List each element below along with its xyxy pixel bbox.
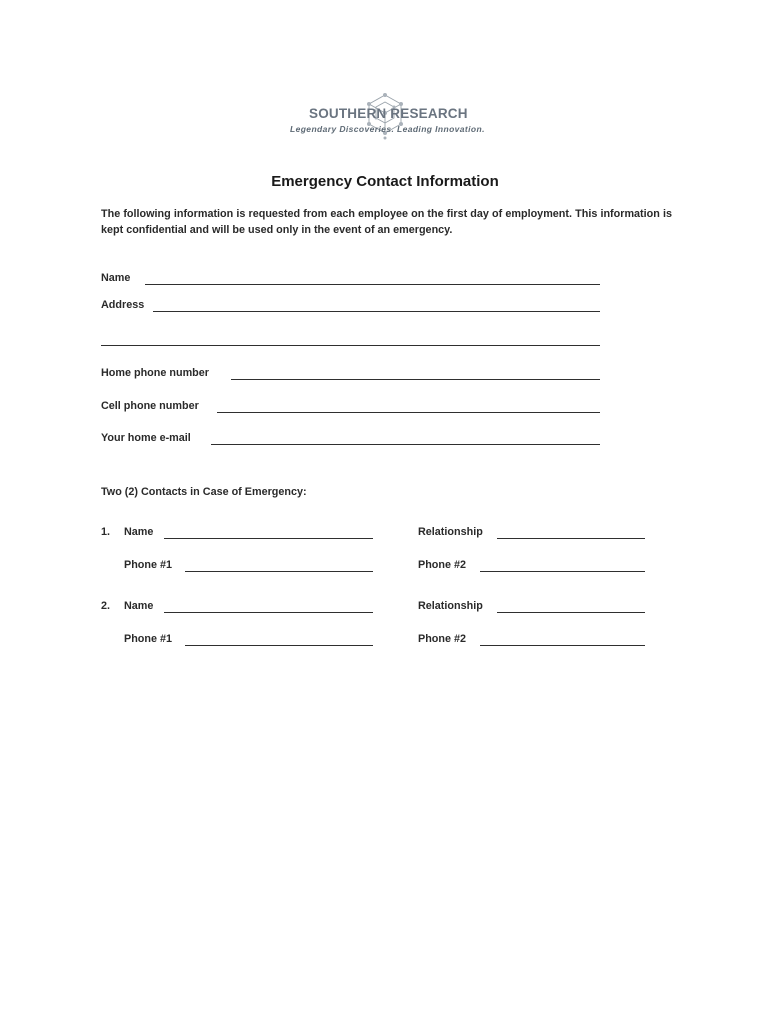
contact-1-name-label: Name xyxy=(124,526,154,538)
contact-1-number: 1. xyxy=(101,526,111,538)
contact-1-relationship-field[interactable] xyxy=(497,538,645,539)
contact-2-number: 2. xyxy=(101,600,111,612)
address-line-2-field[interactable] xyxy=(101,345,600,346)
contact-2-name-label: Name xyxy=(124,600,154,612)
contact-1-phone2-label: Phone #2 xyxy=(418,559,467,571)
page-title: Emergency Contact Information xyxy=(271,173,499,190)
contact-2-relationship-field[interactable] xyxy=(497,612,645,613)
intro-text: The following information is requested from each employee on the first day of employment. This information is kept confidential and will be used only in the event of an emergency. xyxy=(101,208,672,236)
contact-1-phone2-field[interactable] xyxy=(480,571,645,572)
contacts-heading: Two (2) Contacts in Case of Emergency: xyxy=(101,486,307,498)
name-label: Name xyxy=(101,272,131,284)
contact-2-phone1-field[interactable] xyxy=(185,645,373,646)
contact-1-name-field[interactable] xyxy=(164,538,373,539)
cell-phone-label: Cell phone number xyxy=(101,400,199,412)
home-email-label: Your home e-mail xyxy=(101,432,191,444)
contact-2-phone2-field[interactable] xyxy=(480,645,645,646)
contact-2-relationship-label: Relationship xyxy=(418,600,483,612)
address-field[interactable] xyxy=(153,311,600,312)
name-field[interactable] xyxy=(145,284,600,285)
contact-2-phone2-label: Phone #2 xyxy=(418,633,467,645)
home-email-field[interactable] xyxy=(211,444,600,445)
contact-1-relationship-label: Relationship xyxy=(418,526,483,538)
logo-tagline: Legendary Discoveries. Leading Innovation. xyxy=(290,124,485,134)
home-phone-label: Home phone number xyxy=(101,367,209,379)
contact-2-name-field[interactable] xyxy=(164,612,373,613)
contact-2-phone1-label: Phone #1 xyxy=(124,633,173,645)
contact-1-phone1-field[interactable] xyxy=(185,571,373,572)
home-phone-field[interactable] xyxy=(231,379,600,380)
contact-1-phone1-label: Phone #1 xyxy=(124,559,173,571)
logo-name: SOUTHERN RESEARCH xyxy=(309,106,468,121)
cell-phone-field[interactable] xyxy=(217,412,600,413)
company-logo xyxy=(285,92,485,144)
address-label: Address xyxy=(101,299,145,311)
